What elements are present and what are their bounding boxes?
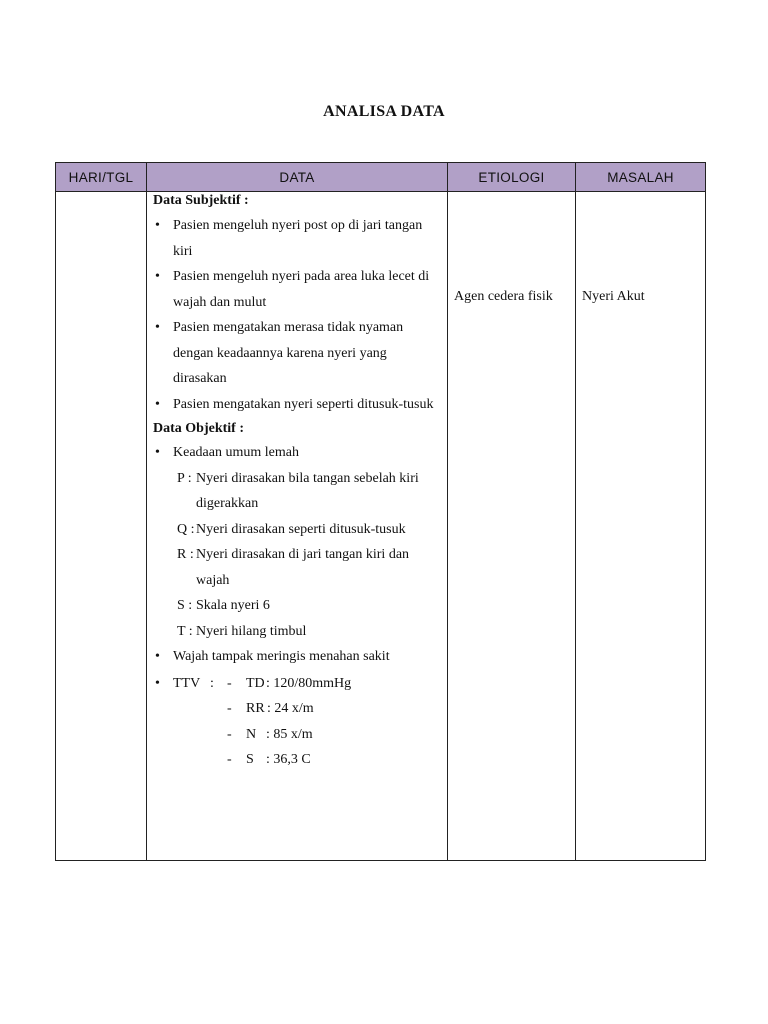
ttv-row-rr [153, 696, 441, 722]
ttv-values [153, 671, 441, 773]
pqrst-value: Nyeri dirasakan di jari tangan kiri dan wajah [196, 547, 410, 588]
cell-hari-tgl [56, 192, 147, 861]
header-masalah: MASALAH [576, 163, 706, 192]
ttv-value: : 24 x/m [267, 701, 314, 716]
pqrst-key: T : [177, 623, 193, 639]
pqrst-t [153, 619, 441, 645]
ttv-colon: : [210, 675, 214, 691]
masalah-value: Nyeri Akut [582, 289, 645, 304]
ttv-value: : 120/80mmHg [266, 675, 352, 691]
analysis-table [55, 162, 706, 861]
pqrst-s [153, 593, 441, 619]
list-item: • Keadaan umum lemah [153, 440, 441, 466]
ttv-value: : 36,3 C [266, 752, 311, 767]
ttv-key: TD [246, 675, 265, 691]
ttv-dash: - [227, 752, 232, 767]
pqrst-value: Nyeri dirasakan seperti ditusuk-tusuk [196, 521, 406, 537]
page-title: ANALISA DATA [323, 103, 445, 120]
ttv-row-td [153, 671, 441, 697]
pqrst-r [153, 542, 441, 593]
pqrst-key: Q : [177, 521, 195, 537]
etiologi-value: Agen cedera fisik [454, 289, 553, 304]
pqrst-key: S : [177, 598, 193, 613]
table-header-row [56, 163, 706, 192]
ttv-row-n [153, 722, 441, 748]
list-item: • Pasien mengeluh nyeri post op di jari tangan kiri [153, 213, 441, 264]
ttv-key: N [246, 726, 257, 742]
list-item: • Wajah tampak meringis menahan sakit [153, 644, 441, 670]
cell-data [147, 192, 448, 861]
header-etiologi: ETIOLOGI [448, 163, 576, 192]
cell-masalah [576, 192, 706, 861]
ttv-label: TTV [173, 675, 201, 691]
subjective-heading: Data Subjektif : [153, 193, 249, 208]
list-item: • Pasien mengatakan nyeri seperti ditusuk-tusuk [153, 392, 441, 418]
ttv-dash: - [227, 675, 232, 691]
subjective-list [153, 213, 441, 417]
header-data: DATA [147, 163, 448, 192]
ttv-dash: - [227, 701, 232, 716]
ttv-key: RR [246, 701, 265, 716]
pqrst-key: P : [177, 470, 192, 486]
ttv-key: S [246, 752, 254, 767]
list-item: • Pasien mengatakan merasa tidak nyaman dengan keadaannya karena nyeri yang dirasakan [153, 315, 441, 392]
objective-list [153, 440, 441, 466]
list-item: • Pasien mengeluh nyeri pada area luka lecet di wajah dan mulut [153, 264, 441, 315]
pqrst-q [153, 517, 441, 543]
cell-etiologi [448, 192, 576, 861]
pqrst-key: R : [177, 547, 194, 562]
pqrst-p [153, 466, 441, 517]
pqrst-value: Nyeri hilang timbul [196, 623, 307, 639]
header-hari-tgl: HARI/TGL [56, 163, 147, 192]
table-row [56, 192, 706, 861]
pqrst-value: Nyeri dirasakan bila tangan sebelah kiri digerakkan [196, 470, 419, 511]
ttv-row-s [153, 747, 441, 773]
pqrst-value: Skala nyeri 6 [196, 598, 270, 613]
ttv-dash: - [227, 726, 232, 742]
objective-heading: Data Objektif : [153, 421, 244, 436]
ttv-value: : 85 x/m [266, 726, 313, 742]
